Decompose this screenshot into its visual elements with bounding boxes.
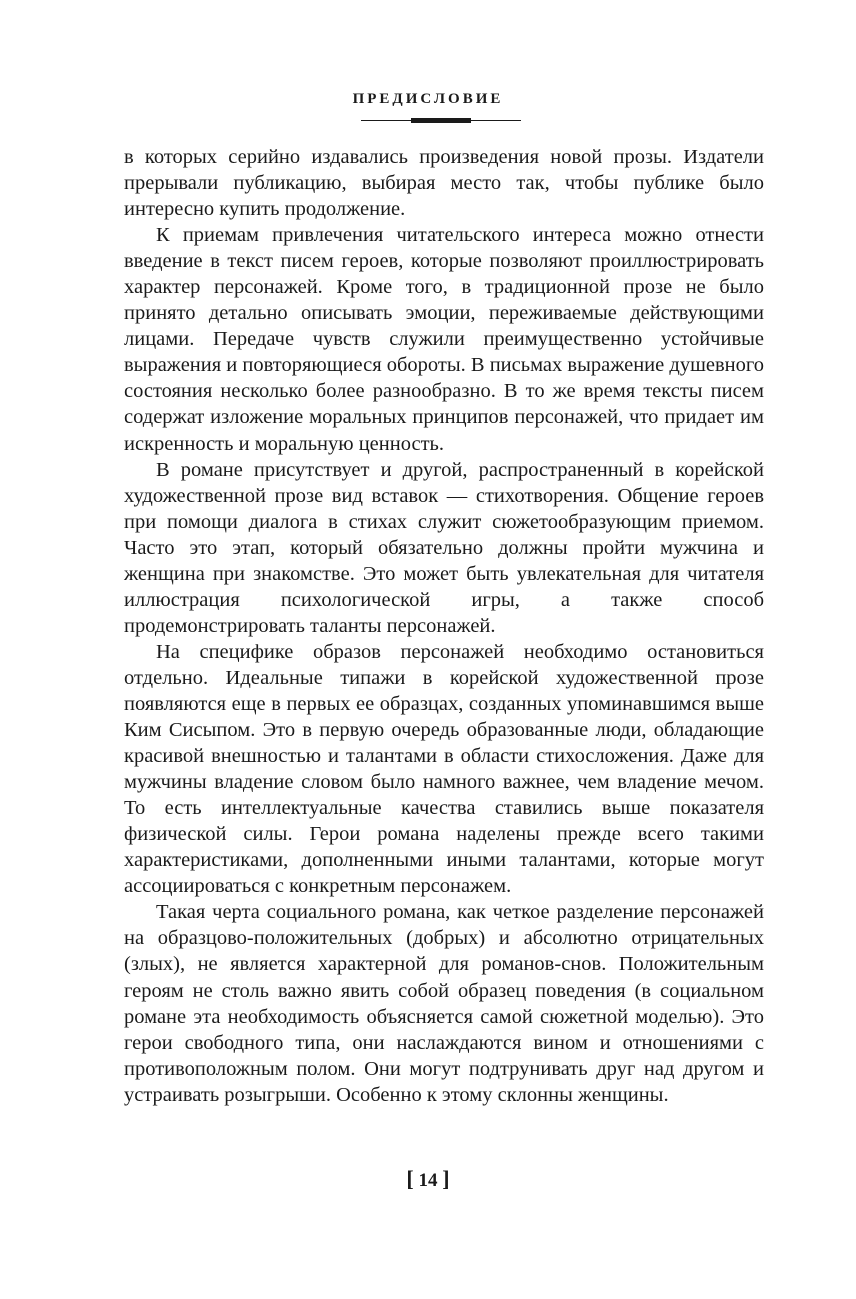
body-text: [124, 144, 764, 1108]
page-number-folio: [0, 1166, 856, 1192]
paragraph-4: На специфике образов персонажей необходимо остановиться отдельно. Идеальные типажи в корейской художественной прозе появляются еще в первых ее образцах, созданных упоминавшимся выше Ким Сисыпом. Это в первую очередь образованные люди, обладающие красивой внешностью и талантами в области стихосложения. Даже для мужчины владение словом было намного важнее, чем владение мечом. То есть интеллектуальные качества ставились выше показателя физической силы. Герои романа наделены прежде всего такими характеристиками, дополненными иными талантами, которые могут ассоциироваться с конкретным персонажем.: [124, 640, 764, 898]
paragraph-5: Такая черта социального романа, как четкое разделение персонажей на образцово-положительных (добрых) и абсолютно отрицательных (злых), не является характерной для романов-снов. Положительным героям не столь важно явить собой образец поведения (в социальном романе эта необходимость объясняется самой сюжетной моделью). Это герои свободного типа, они наслаждаются вином и отношениями с противоположным полом. Они могут подтрунивать друг над другом и устраивать розыгрыши. Особенно к этому склонны женщины.: [124, 901, 764, 1106]
paragraph-2: К приемам привлечения читательского интереса можно отнести введение в текст писем героев, которые позволяют проиллюстрировать характер персонажей. Кроме того, в традиционной прозе не было принято детально описывать эмоции, переживаемые действующими лицами. Передаче чувств служили преимущественно устойчивые выражения и повторяющиеся обороты. В письмах выражение душевного состояния несколько более разнообразно. В то же время тексты писем содержат изложение моральных принципов персонажей, что придает им искренность и моральную ценность.: [124, 224, 764, 455]
page-number: 14: [418, 1170, 438, 1191]
paragraph-3: В романе присутствует и другой, распространенный в корейской художественной прозе вид вставок — стихотворения. Общение героев при помощи диалога в стихах служит сюжетообразующим приемом. Часто это этап, который обязательно должны пройти мужчина и женщина при знакомстве. Это может быть увлекательная для читателя иллюстрация психологической игры, а также способ продемонстрировать таланты персонажей.: [124, 458, 764, 637]
running-head-rule-accent: [411, 118, 471, 123]
running-head-title: ПРЕДИСЛОВИЕ: [352, 91, 504, 107]
paragraph-1: в которых серийно издавались произведения новой прозы. Издатели прерывали публикацию, выбирая место так, чтобы публике было интересно купить продолжение.: [124, 146, 764, 221]
folio-bracket-close: ]: [442, 1166, 450, 1191]
folio-bracket-open: [: [406, 1166, 414, 1191]
